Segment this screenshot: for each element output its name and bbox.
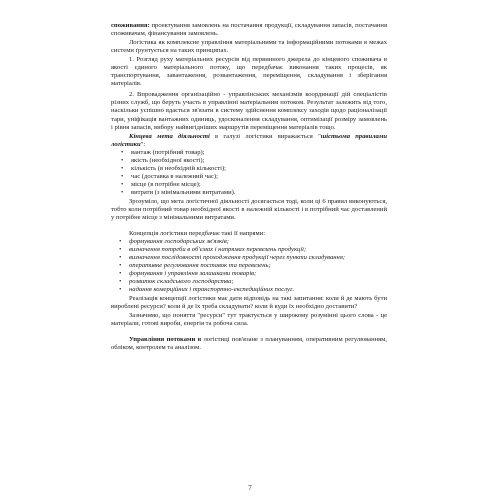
- list-item: • визначення потреби в об'ємах і напрямах перевезень продукції;: [111, 246, 387, 254]
- list-item: • оперативне регулювання поставок та перевезень;: [111, 262, 387, 270]
- page-content: [111, 22, 387, 352]
- paragraph-concept-directions: Концепція логістики передбачає такі її напрями:: [129, 230, 266, 238]
- paragraph-goal: [111, 133, 387, 149]
- paragraph-concept-questions: Реалізація концепції логістики має дати відповідь на такі запитання: коли й де мають бути вироблені ресурси? коли й де їх треба складувати? коли й куди їх необхідно доставити?: [111, 294, 387, 310]
- list-item: • якість (необхідної якості);: [111, 157, 387, 165]
- list-item: • кількість (в необхідній кількості);: [111, 165, 387, 173]
- paragraph-goal-explanation: Зрозуміло, що мета логістичної діяльності досягається тоді, коли ці 6 правил виконуються, тобто коли потрібний товар необхідної якості в належній кількості і в потрібний час доставлений у потрібне місце з мінімальними витратами.: [111, 197, 387, 222]
- paragraph-resources-definition: Зазначимо, що поняття "ресурси" тут трактується у широкому розумінні цього слова - це матеріали, готові вироби, енергія та робоча сила.: [111, 311, 387, 327]
- list-item: • формування і управління залишками товарів;: [111, 270, 387, 278]
- paragraph-consumption: [111, 22, 387, 38]
- directions-list: [111, 238, 387, 294]
- list-item: • час (доставка в належний час);: [111, 173, 387, 181]
- list-item: • витрати (з мінімальними витратами).: [111, 189, 387, 197]
- paragraph-flow-management: [111, 336, 387, 352]
- list-item: • надання комерційних і транспортно-експедиційних послуг.: [111, 286, 387, 294]
- term-six-rules: шістьома правилами логістики: [111, 132, 388, 148]
- flow-management-text: логістиці пов'язане з плануванням, оперативним регулюванням, обліком, контролем та аналізом.: [111, 335, 387, 351]
- goal-text: в галузі логістики виражається ": [209, 132, 321, 140]
- consumption-text: проектування замовлень на постачання продукції, складування запасів, постачання споживачам, фінансування замовлень.: [111, 22, 387, 38]
- list-item: • формування господарських зв'язків;: [111, 238, 387, 246]
- list-item: • вантаж (потрібний товар);: [111, 149, 387, 157]
- paragraph-logistics-principles: Логістика як комплексне управління матеріальними та інформаційними потоками в межах системи ґрунтується на таких принципах.: [111, 39, 387, 55]
- page-number: 7: [248, 484, 252, 492]
- six-rules-list: [111, 149, 387, 197]
- term-final-goal: Кінцева мета діяльності: [129, 132, 210, 140]
- term-flow-management: Управління потоками в: [129, 335, 202, 343]
- goal-text-end: ":: [140, 140, 146, 148]
- list-item: • розвиток складського господарства;: [111, 278, 387, 286]
- term-consumption: споживання:: [111, 22, 150, 29]
- list-item: • місце (в потрібне місце);: [111, 181, 387, 189]
- list-item: • визначення послідовності проходження продукції через пункти складування;: [111, 254, 387, 262]
- paragraph-principle-1: 1. Розгляд руху матеріальних ресурсів від первинного джерела до кінцевого споживача в якості єдиного матеріального потоку, що передбачає виконання таких процесів, як транспортування, завантаження, розвантаження, переміщення, складування і зберігання матеріалів.: [111, 56, 387, 88]
- paragraph-principle-2: 2. Впровадження організаційно - управлінських механізмів координації дій спеціалістів різних служб, що беруть участь в управлінні матеріальним потоком. Результат залежить від того, наскільки успішно вдається зв'язати в систему здійснення комплексу заходів щодо раціоналізації тари, уніфікація вантажних одиниць, удосконалення складування, оптимізації розміру замовлень і рівня запасів, вибору найвигідніших маршрутів переміщення матеріалів тощо.: [111, 91, 387, 131]
